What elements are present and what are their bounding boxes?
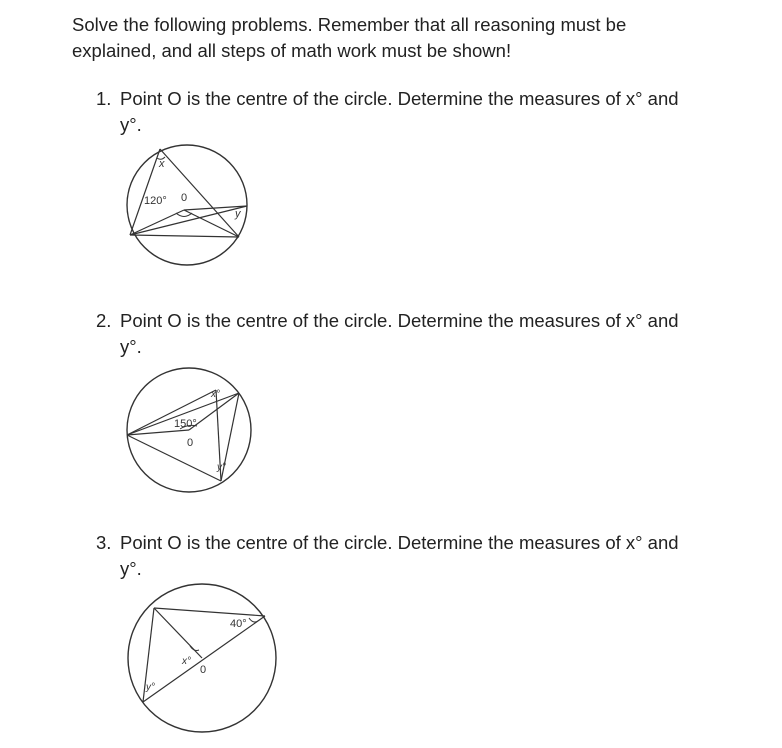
angle-arc (176, 213, 192, 217)
angle-arc (249, 618, 258, 622)
chord (127, 390, 216, 435)
radius (130, 210, 184, 235)
angle-label: 40° (230, 618, 247, 630)
center-label: 0 (187, 437, 194, 449)
center-label: 0 (200, 664, 207, 676)
problem-1 (96, 86, 736, 138)
problem-3-text: Point O is the centre of the circle. Determine the measures of x° and y°. (120, 532, 679, 579)
y-label: y (235, 208, 241, 220)
angle-label: 150° (174, 418, 197, 430)
x-label: x (159, 158, 165, 170)
problem-1-diagram (116, 140, 256, 272)
y-label: y° (146, 682, 155, 693)
instructions-text: Solve the following problems. Remember that all reasoning must be explained, and all steps of math work must be shown! (72, 14, 627, 61)
chord (127, 435, 221, 481)
problem-2-text: Point O is the centre of the circle. Determine the measures of x° and y°. (120, 310, 679, 357)
diameter (143, 616, 265, 702)
problem-3-diagram (122, 580, 282, 738)
x-label: x° (211, 389, 220, 400)
problem-2-number: 2. (96, 310, 112, 331)
problem-3 (96, 530, 736, 582)
chord (130, 235, 239, 237)
center-label: 0 (181, 192, 188, 204)
y-label: y° (217, 462, 226, 473)
chord (130, 206, 247, 235)
chord (160, 149, 239, 237)
problem-1-number: 1. (96, 88, 112, 109)
problem-1-text: Point O is the centre of the circle. Determine the measures of x° and y°. (120, 88, 679, 135)
angle-label: 120° (144, 195, 167, 207)
radius (184, 210, 239, 237)
chord (154, 608, 265, 616)
problem-3-number: 3. (96, 532, 112, 553)
problem-2-diagram (118, 362, 258, 498)
x-label: x° (182, 656, 191, 667)
problem-2 (96, 308, 736, 360)
